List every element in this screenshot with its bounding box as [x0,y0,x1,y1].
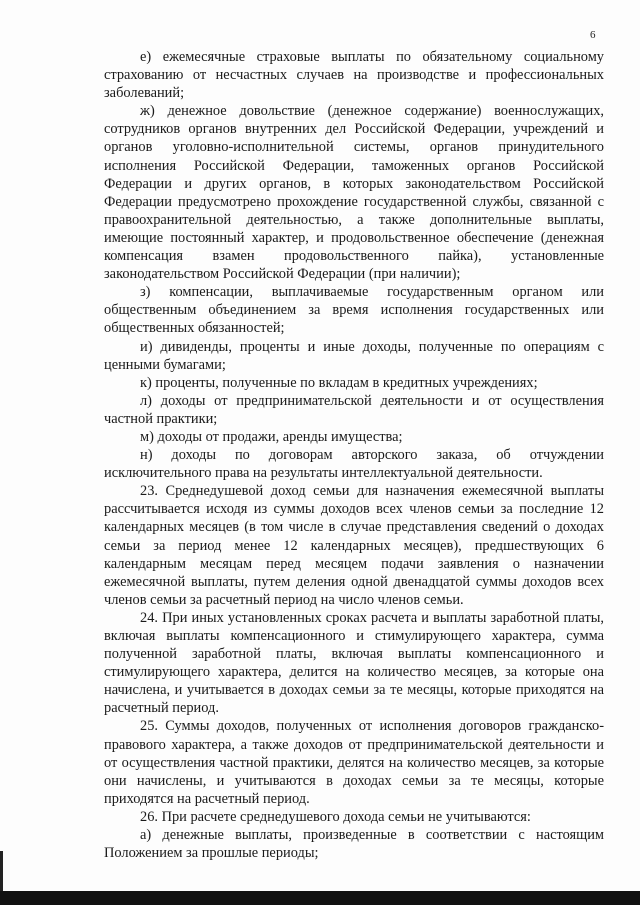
paragraph-item-a: а) денежные выплаты, произведенные в соответствии с настоящим Положением за прошлые периоды; [104,827,604,862]
page-number: 6 [590,29,596,41]
paragraph-item-n: н) доходы по договорам авторского заказа, об отчуждении исключительного права на результаты интеллектуальной деятельности. [104,447,604,482]
paragraph-clause-23: 23. Среднедушевой доход семьи для назначения ежемесячной выплаты рассчитывается исходя из суммы доходов всех членов семьи за последние 12 календарных месяцев (в том числе в случае представления сведений о доходах семьи за период менее 12 календарных месяцев), предшествующих 6 календарным месяцам перед месяцем подачи заявления о назначении ежемесячной выплаты, путем деления одной двенадцатой суммы доходов всех членов семьи за расчетный период на число членов семьи. [104,483,604,608]
paragraph-item-k: к) проценты, полученные по вкладам в кредитных учреждениях; [140,374,538,391]
paragraph-item-m: м) доходы от продажи, аренды имущества; [140,428,403,445]
paragraph-item-zh: ж) денежное довольствие (денежное содержание) военнослужащих, сотрудников органов внутренних дел Российской Федерации, учреждений и органов уголовно-исполнительной системы, органов принудительного исполнения Российской Федерации, таможенных органов Российской Федерации и других органов, в которых законодательством Российской Федерации предусмотрено прохождение государственной службы, связанной с правоохранительной деятельностью, а также дополнительные выплаты, имеющие постоянный характер, и продовольственное обеспечение (денежная компенсация взамен продовольственного пайка), установленные законодательством Российской Федерации (при наличии); [104,103,604,283]
paragraph-item-e: е) ежемесячные страховые выплаты по обязательному социальному страхованию от несчастных случаев на производстве и профессиональных заболеваний; [104,49,604,102]
scan-bottom-border [0,891,640,905]
paragraph-clause-25: 25. Суммы доходов, полученных от исполнения договоров гражданско-правового характера, а также доходов от предпринимательской деятельности и от осуществления частной практики, делятся на количество месяцев, за которые они начислены, и учитываются в доходах семьи за те месяцы, которые приходятся на расчетный период. [104,718,604,807]
paragraph-item-i: и) дивиденды, проценты и иные доходы, полученные по операциям с ценными бумагами; [104,338,604,373]
paragraph-clause-24: 24. При иных установленных сроках расчета и выплаты заработной платы, включая выплаты компенсационного и стимулирующего характера, сумма полученной заработной платы, включая выплаты компенсационного и стимулирующего характера, делится на количество месяцев, за которые она начислена, и учитывается в доходах семьи за те месяцы, которые приходятся на расчетный период. [104,609,604,717]
scan-edge-shadow [0,851,3,891]
document-body [104,48,604,862]
paragraph-clause-26: 26. При расчете среднедушевого дохода семьи не учитываются: [140,808,531,825]
paragraph-item-l: л) доходы от предпринимательской деятельности и от осуществления частной практики; [104,392,604,427]
paragraph-item-z: з) компенсации, выплачиваемые государственным органом или общественным объединением за время исполнения государственных или общественных обязанностей; [104,284,604,337]
